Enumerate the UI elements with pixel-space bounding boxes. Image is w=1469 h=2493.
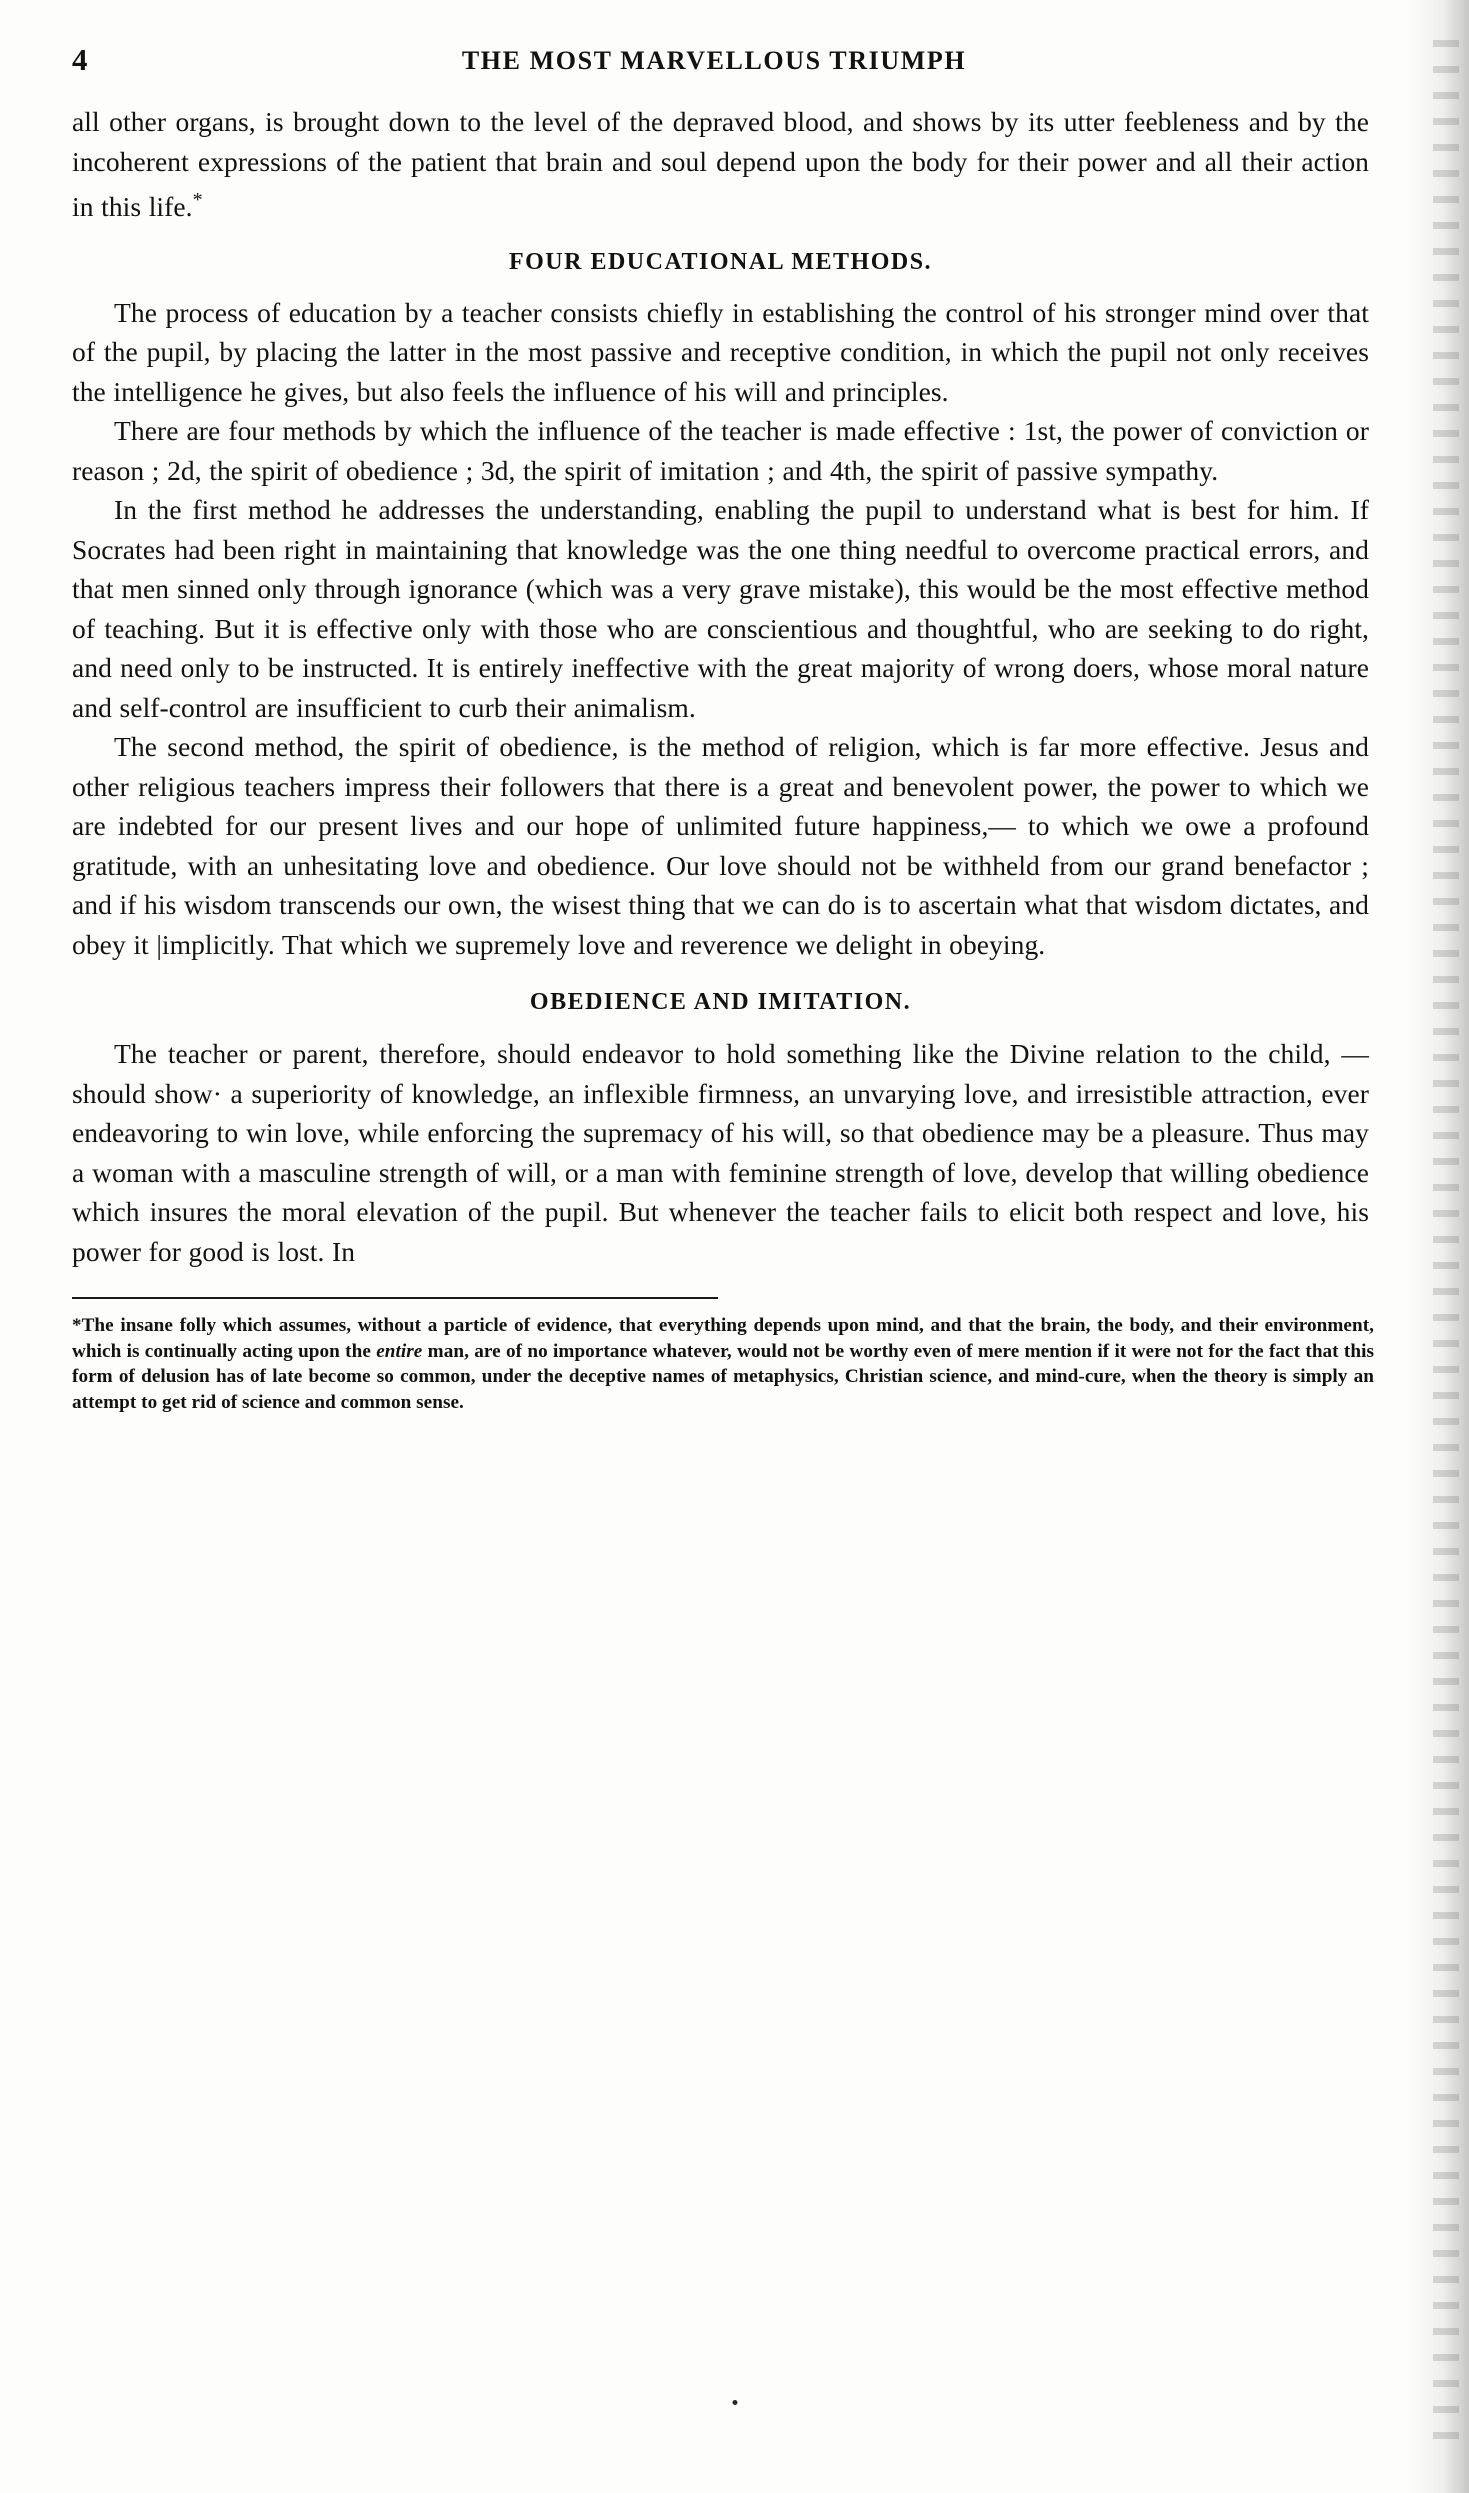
running-head-title: THE MOST MARVELLOUS TRIUMPH	[461, 46, 967, 75]
footnote	[72, 1313, 1374, 1415]
footnote-separator-rule	[72, 1297, 718, 1299]
paragraph-2: There are four methods by which the influence of the teacher is made effective : 1st, the power of conviction or reason ; 2d, the spirit of obedience ; 3d, the spirit of imitation ; and 4th, the spirit of passive sympathy.	[72, 415, 1369, 486]
page-bottom-mark	[732, 2400, 737, 2405]
footnote-marker: *	[72, 1315, 82, 1337]
section-heading-four-educational-methods: FOUR EDUCATIONAL METHODS.	[508, 248, 933, 275]
paragraph-opening-text: all other organs, is brought down to the level of the depraved blood, and shows by its utter feebleness and by the incoherent expressions of the patient that brain and soul depend upon the body for their power and all their action in this life.	[72, 106, 1369, 223]
scan-edge-speckle	[1433, 40, 1459, 2440]
footnote-text-part-2: man, are of no importance whatever, would not be worthy even of mere mention if it were not for the fact that this form of delusion has of late become so common, under the deceptive names of metaphysics, Christian science, and mind-cure, when the theory is simply an attempt to get rid of science and common sense.	[72, 1340, 1374, 1413]
body-text	[72, 102, 1369, 1271]
running-head	[70, 38, 1400, 102]
page-content	[70, 0, 1400, 2493]
paragraph-3: In the first method he addresses the understanding, enabling the pupil to understand what is best for him. If Socrates had been right in maintaining that knowledge was the one thing needful to overcome practical errors, and that men sinned only through ignorance (which was a very grave mistake), this would be the most effective method of teaching. But it is effective only with those who are conscientious and thoughtful, who are seeking to do right, and need only to be instructed. It is entirely ineffective with the great majority of wrong doers, whose moral nature and self-control are insufficient to curb their animalism.	[72, 494, 1369, 723]
footnote-italic-word: entire	[376, 1340, 423, 1362]
scan-edge-shadow	[1409, 0, 1469, 2493]
paragraph-5: The teacher or parent, therefore, should endeavor to hold something like the Divine relation to the child, — should show· a superiority of knowledge, an inflexible firmness, an unvarying love, and irresistible attraction, ever endeavoring to win love, while enforcing the supremacy of his will, so that obedience may be a pleasure. Thus may a woman with a masculine strength of will, or a man with feminine strength of love, develop that willing obedience which insures the moral elevation of the pupil. But whenever the teacher fails to elicit both respect and love, his power for good is lost. In	[72, 1038, 1369, 1267]
paragraph-1: The process of education by a teacher consists chiefly in establishing the control of his stronger mind over that of the pupil, by placing the latter in the most passive and receptive condition, in which the pupil not only receives the intelligence he gives, but also feels the influence of his will and principles.	[72, 296, 1369, 407]
paragraph-opening	[72, 102, 1369, 227]
footnote-reference-mark: *	[192, 189, 203, 211]
footnote-text-part-1: The insane folly which assumes, without a particle of evidence, that everything depends upon mind, and that the brain, the body, and their environment, which is continually acting upon the	[72, 1315, 1374, 1362]
paragraph-4: The second method, the spirit of obedience, is the method of religion, which is far more effective. Jesus and other religious teachers impress their followers that there is a great and benevolent power, the power to which we are indebted for our present lives and our hope of unlimited future happiness,— to which we owe a profound gratitude, with an unhesitating love and obedience. Our love should not be withheld from our grand benefactor ; and if his wisdom transcends our own, the wisest thing that we can do is to ascertain what that wisdom dictates, and obey it |implicitly. That which we supremely love and reverence we delight in obeying.	[72, 731, 1369, 960]
page-number: 4	[72, 42, 88, 77]
section-heading-obedience-and-imitation: OBEDIENCE AND IMITATION.	[529, 989, 912, 1016]
